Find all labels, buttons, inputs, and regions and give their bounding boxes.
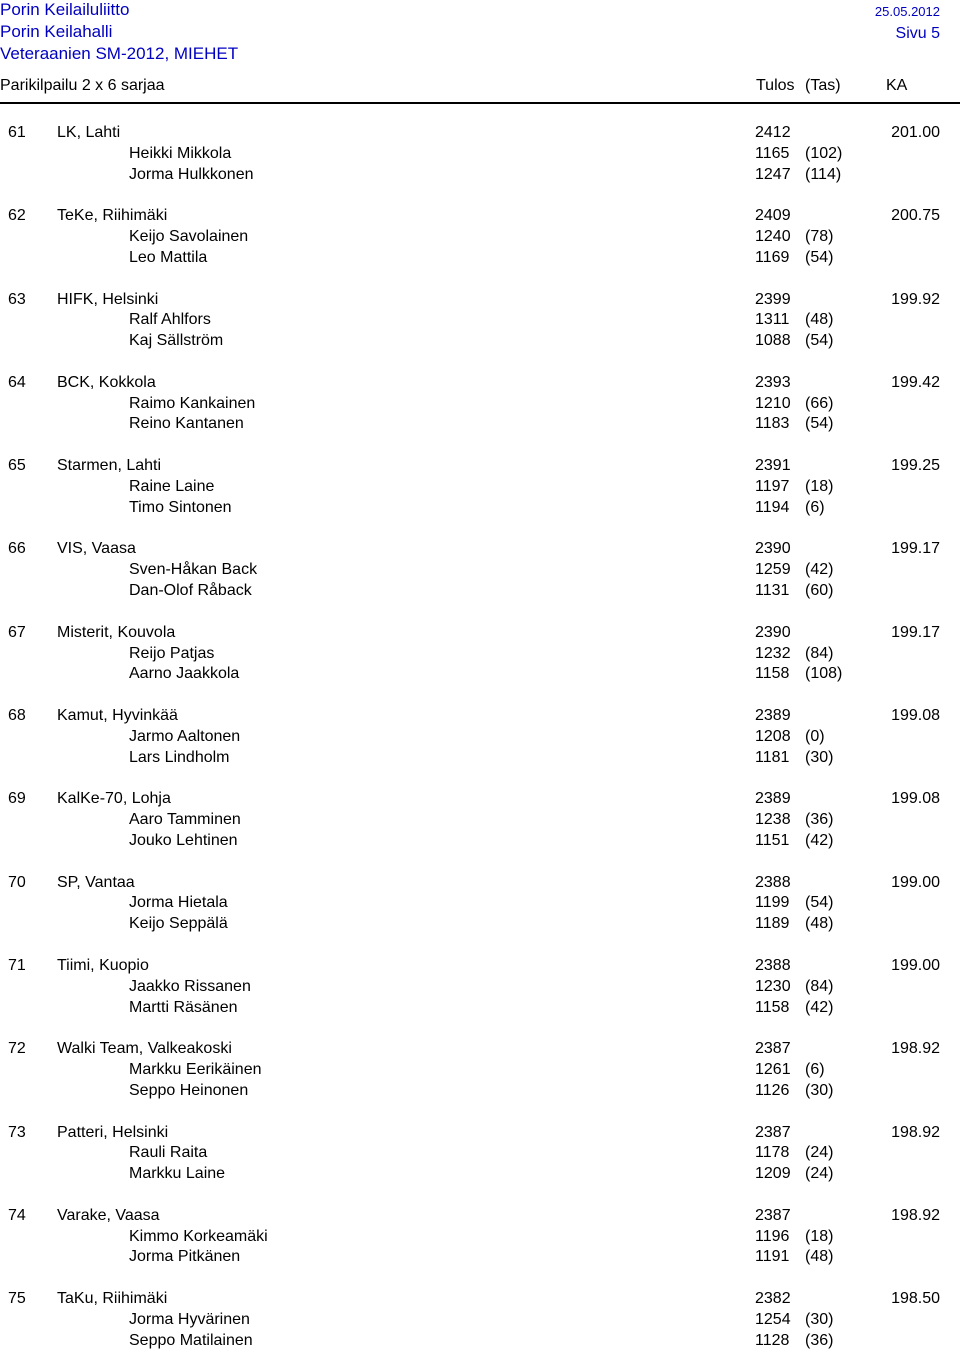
- player-row: [0, 581, 960, 602]
- team-average: 199.25: [891, 457, 940, 475]
- competition-label: Parikilpailu 2 x 6 sarjaa: [0, 77, 165, 94]
- team-total: 2399: [755, 290, 791, 308]
- team-total: 2390: [755, 623, 791, 641]
- team-entry: [0, 456, 960, 539]
- player-name: Reino Kantanen: [129, 415, 244, 433]
- team-total: 2382: [755, 1290, 791, 1308]
- team-rank: 61: [8, 124, 26, 141]
- team-total: 2391: [755, 457, 791, 475]
- team-average: 199.00: [891, 873, 940, 891]
- player-row: [0, 914, 960, 935]
- player-handicap: (48): [805, 1248, 834, 1266]
- player-handicap: (48): [805, 311, 834, 329]
- player-handicap: (30): [805, 1081, 834, 1099]
- player-score: 1158: [755, 665, 790, 683]
- team-entry: [0, 956, 960, 1039]
- player-row: [0, 1310, 960, 1331]
- team-rank: 66: [8, 540, 26, 558]
- player-name: Keijo Savolainen: [129, 228, 249, 246]
- player-score: 1196: [755, 1227, 790, 1245]
- page-number: Sivu 5: [895, 25, 940, 42]
- team-row: [0, 1039, 960, 1060]
- player-row: [0, 331, 960, 352]
- player-name: Dan-Olof Råback: [129, 582, 252, 600]
- team-row: [0, 1206, 960, 1227]
- team-row: [0, 789, 960, 810]
- player-row: [0, 1164, 960, 1185]
- team-entry: [0, 1289, 960, 1372]
- player-handicap: (78): [805, 228, 834, 246]
- team-entry: [0, 1206, 960, 1289]
- team-club: Walki Team, Valkeakoski: [57, 1040, 232, 1058]
- column-header: [0, 76, 960, 96]
- team-row: [0, 123, 960, 144]
- player-score: 1088: [755, 332, 791, 350]
- team-row: [0, 373, 960, 394]
- team-total: 2393: [755, 373, 791, 391]
- player-name: Jouko Lehtinen: [129, 831, 238, 849]
- player-score: 1259: [755, 561, 791, 579]
- player-row: [0, 477, 960, 498]
- player-row: [0, 227, 960, 248]
- result-column-label: Tulos: [756, 77, 795, 94]
- team-row: [0, 1123, 960, 1144]
- player-row: [0, 248, 960, 269]
- average-column-label: KA: [886, 77, 908, 94]
- player-score: 1254: [755, 1310, 791, 1328]
- player-handicap: (84): [805, 977, 834, 995]
- player-name: Sven-Håkan Back: [129, 561, 258, 579]
- org-name: Porin Keilailuliitto: [0, 0, 130, 19]
- team-entry: [0, 706, 960, 789]
- player-score: 1238: [755, 811, 791, 829]
- player-row: [0, 1227, 960, 1248]
- team-club: BCK, Kokkola: [57, 373, 156, 391]
- player-row: [0, 1247, 960, 1268]
- player-row: [0, 1143, 960, 1164]
- team-row: [0, 456, 960, 477]
- team-total: 2389: [755, 790, 791, 808]
- player-score: 1191: [755, 1248, 790, 1266]
- player-score: 1158: [755, 998, 790, 1016]
- event-title: Veteraanien SM-2012, MIEHET: [0, 44, 239, 63]
- player-score: 1199: [755, 894, 790, 912]
- team-club: KalKe-70, Lohja: [57, 790, 171, 808]
- player-handicap: (18): [805, 1227, 834, 1245]
- player-name: Martti Räsänen: [129, 998, 238, 1016]
- player-row: [0, 310, 960, 331]
- team-average: 198.92: [891, 1123, 940, 1141]
- team-row: [0, 1289, 960, 1310]
- player-row: [0, 1060, 960, 1081]
- team-row: [0, 873, 960, 894]
- player-row: [0, 644, 960, 665]
- player-row: [0, 810, 960, 831]
- team-club: SP, Vantaa: [57, 873, 135, 891]
- player-row: [0, 977, 960, 998]
- player-name: Raine Laine: [129, 477, 215, 495]
- team-average: 198.50: [891, 1290, 940, 1308]
- player-handicap: (108): [805, 665, 843, 683]
- player-row: [0, 1081, 960, 1102]
- player-score: 1181: [755, 748, 790, 766]
- team-total: 2387: [755, 1040, 791, 1058]
- player-row: [0, 831, 960, 852]
- team-average: 199.00: [891, 956, 940, 974]
- player-score: 1178: [755, 1144, 790, 1162]
- player-name: Keijo Seppälä: [129, 915, 228, 933]
- player-score: 1194: [755, 498, 790, 516]
- player-score: 1232: [755, 644, 791, 662]
- handicap-column-label: (Tas): [805, 77, 841, 94]
- player-score: 1165: [755, 144, 790, 162]
- player-name: Kimmo Korkeamäki: [129, 1227, 268, 1245]
- team-row: [0, 290, 960, 311]
- player-name: Heikki Mikkola: [129, 144, 232, 162]
- team-rank: 68: [8, 707, 26, 725]
- player-handicap: (54): [805, 332, 834, 350]
- team-average: 199.92: [891, 290, 940, 308]
- team-entry: [0, 123, 960, 206]
- team-total: 2388: [755, 956, 791, 974]
- player-row: [0, 748, 960, 769]
- player-score: 1210: [755, 394, 791, 412]
- team-rank: 63: [8, 290, 26, 308]
- player-handicap: (42): [805, 831, 834, 849]
- header-divider: [0, 102, 960, 104]
- player-name: Ralf Ahlfors: [129, 311, 211, 329]
- team-row: [0, 206, 960, 227]
- team-row: [0, 623, 960, 644]
- player-handicap: (48): [805, 915, 834, 933]
- team-row: [0, 956, 960, 977]
- player-handicap: (36): [805, 811, 834, 829]
- player-row: [0, 498, 960, 519]
- team-rank: 70: [8, 873, 26, 891]
- team-total: 2388: [755, 873, 791, 891]
- team-rank: 73: [8, 1123, 26, 1141]
- player-name: Aaro Tamminen: [129, 811, 241, 829]
- player-row: [0, 144, 960, 165]
- team-average: 198.92: [891, 1206, 940, 1224]
- player-name: Jorma Hulkkonen: [129, 165, 254, 183]
- team-average: 201.00: [891, 124, 940, 141]
- team-total: 2387: [755, 1206, 791, 1224]
- player-handicap: (114): [805, 165, 842, 183]
- team-row: [0, 706, 960, 727]
- results-list: [0, 123, 960, 1372]
- player-handicap: (42): [805, 561, 834, 579]
- team-entry: [0, 1039, 960, 1122]
- team-rank: 69: [8, 790, 26, 808]
- player-name: Leo Mattila: [129, 248, 208, 266]
- player-name: Raimo Kankainen: [129, 394, 256, 412]
- team-club: VIS, Vaasa: [57, 540, 136, 558]
- player-row: [0, 893, 960, 914]
- team-club: Starmen, Lahti: [57, 457, 162, 475]
- team-club: HIFK, Helsinki: [57, 290, 159, 308]
- player-score: 1230: [755, 977, 791, 995]
- player-handicap: (54): [805, 415, 834, 433]
- player-name: Rauli Raita: [129, 1144, 208, 1162]
- team-entry: [0, 373, 960, 456]
- team-average: 199.17: [891, 540, 940, 558]
- team-row: [0, 539, 960, 560]
- team-entry: [0, 623, 960, 706]
- player-handicap: (60): [805, 582, 834, 600]
- team-total: 2390: [755, 540, 791, 558]
- team-entry: [0, 789, 960, 872]
- team-average: 199.08: [891, 707, 940, 725]
- team-average: 200.75: [891, 207, 940, 225]
- player-handicap: (54): [805, 248, 834, 266]
- player-score: 1151: [755, 831, 790, 849]
- player-row: [0, 165, 960, 186]
- team-total: 2387: [755, 1123, 791, 1141]
- player-score: 1197: [755, 477, 790, 495]
- player-handicap: (6): [805, 498, 825, 516]
- player-handicap: (0): [805, 727, 825, 745]
- player-name: Jorma Hyvärinen: [129, 1310, 250, 1328]
- player-score: 1209: [755, 1165, 791, 1183]
- team-rank: 65: [8, 457, 26, 475]
- team-average: 199.08: [891, 790, 940, 808]
- team-entry: [0, 206, 960, 289]
- player-name: Reijo Patjas: [129, 644, 215, 662]
- player-name: Kaj Sällström: [129, 332, 224, 350]
- team-rank: 72: [8, 1040, 26, 1058]
- team-club: Varake, Vaasa: [57, 1206, 160, 1224]
- team-total: 2389: [755, 707, 791, 725]
- team-rank: 71: [8, 956, 26, 974]
- player-handicap: (30): [805, 748, 834, 766]
- team-club: Tiimi, Kuopio: [57, 956, 149, 974]
- player-name: Markku Laine: [129, 1165, 226, 1183]
- team-rank: 67: [8, 623, 26, 641]
- player-handicap: (42): [805, 998, 834, 1016]
- team-entry: [0, 539, 960, 622]
- player-row: [0, 560, 960, 581]
- team-club: LK, Lahti: [57, 124, 121, 141]
- player-handicap: (18): [805, 477, 834, 495]
- player-score: 1311: [755, 311, 790, 329]
- venue-name: Porin Keilahalli: [0, 22, 113, 41]
- report-date: 25.05.2012: [874, 4, 940, 19]
- team-entry: [0, 290, 960, 373]
- team-club: Kamut, Hyvinkää: [57, 707, 178, 725]
- player-handicap: (54): [805, 894, 834, 912]
- player-score: 1126: [755, 1081, 790, 1099]
- player-name: Timo Sintonen: [129, 498, 232, 516]
- player-score: 1128: [755, 1331, 790, 1349]
- team-average: 199.42: [891, 373, 940, 391]
- player-name: Jaakko Rissanen: [129, 977, 251, 995]
- team-club: TeKe, Riihimäki: [57, 207, 168, 225]
- player-score: 1208: [755, 727, 791, 745]
- player-name: Jorma Pitkänen: [129, 1248, 241, 1266]
- team-club: TaKu, Riihimäki: [57, 1290, 168, 1308]
- team-entry: [0, 873, 960, 956]
- player-score: 1183: [755, 415, 790, 433]
- player-handicap: (36): [805, 1331, 834, 1349]
- team-rank: 75: [8, 1290, 26, 1308]
- player-handicap: (66): [805, 394, 834, 412]
- team-average: 198.92: [891, 1040, 940, 1058]
- team-rank: 64: [8, 373, 26, 391]
- player-name: Seppo Heinonen: [129, 1081, 249, 1099]
- player-row: [0, 664, 960, 685]
- player-handicap: (84): [805, 644, 834, 662]
- player-score: 1131: [755, 582, 790, 600]
- player-name: Jarmo Aaltonen: [129, 727, 241, 745]
- player-handicap: (24): [805, 1144, 834, 1162]
- player-row: [0, 998, 960, 1019]
- player-handicap: (24): [805, 1165, 834, 1183]
- team-club: Misterit, Kouvola: [57, 623, 176, 641]
- player-name: Lars Lindholm: [129, 748, 230, 766]
- player-score: 1240: [755, 228, 791, 246]
- player-row: [0, 414, 960, 435]
- player-score: 1169: [755, 248, 790, 266]
- player-handicap: (102): [805, 144, 843, 162]
- player-row: [0, 727, 960, 748]
- player-score: 1247: [755, 165, 791, 183]
- team-club: Patteri, Helsinki: [57, 1123, 169, 1141]
- team-entry: [0, 1123, 960, 1206]
- player-row: [0, 394, 960, 415]
- player-name: Seppo Matilainen: [129, 1331, 253, 1349]
- player-handicap: (30): [805, 1310, 834, 1328]
- team-total: 2409: [755, 207, 791, 225]
- team-average: 199.17: [891, 623, 940, 641]
- player-name: Jorma Hietala: [129, 894, 228, 912]
- player-handicap: (6): [805, 1061, 825, 1079]
- player-row: [0, 1331, 960, 1352]
- player-name: Aarno Jaakkola: [129, 665, 240, 683]
- team-rank: 62: [8, 207, 26, 225]
- team-total: 2412: [755, 124, 791, 141]
- player-name: Markku Eerikäinen: [129, 1061, 262, 1079]
- player-score: 1261: [755, 1061, 791, 1079]
- team-rank: 74: [8, 1206, 26, 1224]
- player-score: 1189: [755, 915, 790, 933]
